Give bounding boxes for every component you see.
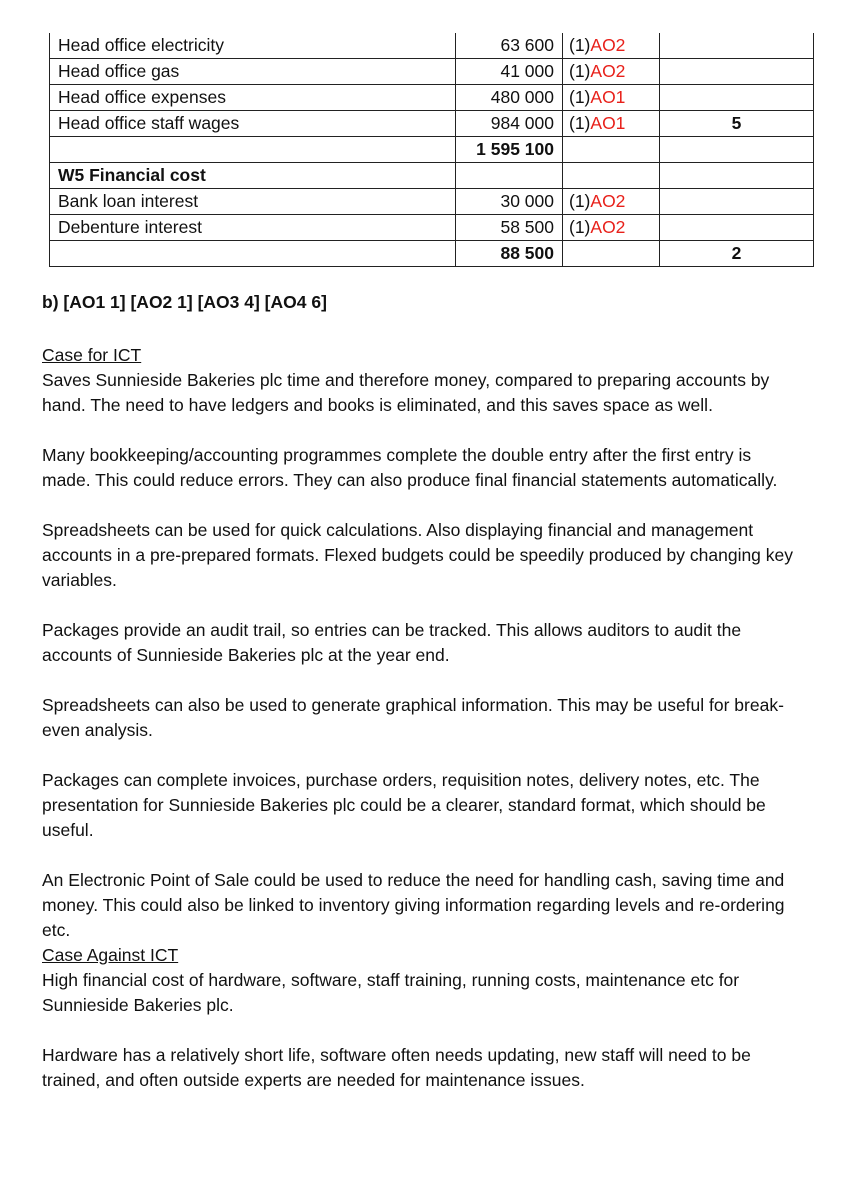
row-total-marks <box>660 137 814 163</box>
assessment-objective: AO2 <box>590 61 626 81</box>
table-row <box>50 111 814 137</box>
table-row <box>50 33 814 59</box>
mark-count: (1) <box>569 87 591 107</box>
mark-count: (1) <box>569 61 591 81</box>
row-mark <box>563 241 660 267</box>
table-row <box>50 215 814 241</box>
case-for-title: Case for ICT <box>42 345 142 365</box>
row-mark <box>563 85 660 111</box>
row-label: Head office staff wages <box>50 111 456 137</box>
assessment-objective: AO1 <box>590 113 626 133</box>
row-label: Head office expenses <box>50 85 456 111</box>
row-total-marks <box>660 189 814 215</box>
row-amount: 58 500 <box>456 215 563 241</box>
mark-count: (1) <box>569 217 591 237</box>
row-total-marks <box>660 33 814 59</box>
row-label: Head office gas <box>50 59 456 85</box>
row-amount: 41 000 <box>456 59 563 85</box>
mark-count: (1) <box>569 35 591 55</box>
table-row <box>50 85 814 111</box>
row-mark <box>563 189 660 215</box>
row-amount: 63 600 <box>456 33 563 59</box>
case-against-paragraph: High financial cost of hardware, software, staff training, running costs, maintenance etc for Sunnieside Bakeries plc. <box>42 970 740 1015</box>
row-amount: 984 000 <box>456 111 563 137</box>
row-amount: 1 595 100 <box>456 137 563 163</box>
table-row <box>50 59 814 85</box>
row-label: Debenture interest <box>50 215 456 241</box>
table-row <box>50 241 814 267</box>
row-label <box>50 137 456 163</box>
row-amount: 480 000 <box>456 85 563 111</box>
case-for-paragraph: Saves Sunnieside Bakeries plc time and therefore money, compared to preparing accounts by hand. The need to have ledgers and books is eliminated, and this saves space as well. <box>42 370 770 415</box>
table-row <box>50 137 814 163</box>
section-b <box>42 290 802 1118</box>
row-total-marks: 5 <box>660 111 814 137</box>
assessment-objective: AO2 <box>590 217 626 237</box>
row-mark <box>563 59 660 85</box>
mark-count: (1) <box>569 113 591 133</box>
row-label: Head office electricity <box>50 33 456 59</box>
assessment-objective: AO1 <box>590 87 626 107</box>
assessment-objective: AO2 <box>590 35 626 55</box>
row-mark <box>563 215 660 241</box>
row-amount <box>456 163 563 189</box>
row-amount: 88 500 <box>456 241 563 267</box>
row-total-marks <box>660 215 814 241</box>
row-total-marks <box>660 163 814 189</box>
case-for-paragraph: Packages can complete invoices, purchase orders, requisition notes, delivery notes, etc. The presentation for Sunnieside Bakeries plc could be a clearer, standard format, which should be useful. <box>42 770 766 840</box>
case-for-paragraph: Spreadsheets can also be used to generate graphical information. This may be useful for break-even analysis. <box>42 695 784 740</box>
row-total-marks <box>660 59 814 85</box>
case-for-paragraph: Many bookkeeping/accounting programmes complete the double entry after the first entry is made. This could reduce errors. They can also produce final financial statements automatically. <box>42 445 778 490</box>
case-for-paragraph: Spreadsheets can be used for quick calculations. Also displaying financial and management accounts in a pre-prepared formats. Flexed budgets could be speedily produced by changing key variables. <box>42 520 794 590</box>
row-total-marks <box>660 85 814 111</box>
row-label: W5 Financial cost <box>50 163 456 189</box>
table-row <box>50 189 814 215</box>
case-against-title: Case Against ICT <box>42 945 179 965</box>
row-mark <box>563 163 660 189</box>
case-for-paragraph: Packages provide an audit trail, so entries can be tracked. This allows auditors to audit the accounts of Sunnieside Bakeries plc at the year end. <box>42 620 742 665</box>
cost-table <box>49 33 814 267</box>
case-against-paragraph: Hardware has a relatively short life, software often needs updating, new staff will need to be trained, and often outside experts are needed for maintenance issues. <box>42 1045 751 1090</box>
table-row <box>50 163 814 189</box>
row-total-marks: 2 <box>660 241 814 267</box>
mark-count: (1) <box>569 191 591 211</box>
row-label <box>50 241 456 267</box>
case-for-paragraph: An Electronic Point of Sale could be used to reduce the need for handling cash, saving time and money. This could also be linked to inventory giving information regarding levels and re-ordering etc. <box>42 870 785 940</box>
section-b-heading: b) [AO1 1] [AO2 1] [AO3 4] [AO4 6] <box>42 292 327 312</box>
assessment-objective: AO2 <box>590 191 626 211</box>
row-amount: 30 000 <box>456 189 563 215</box>
row-label: Bank loan interest <box>50 189 456 215</box>
row-mark <box>563 111 660 137</box>
row-mark <box>563 33 660 59</box>
row-mark <box>563 137 660 163</box>
